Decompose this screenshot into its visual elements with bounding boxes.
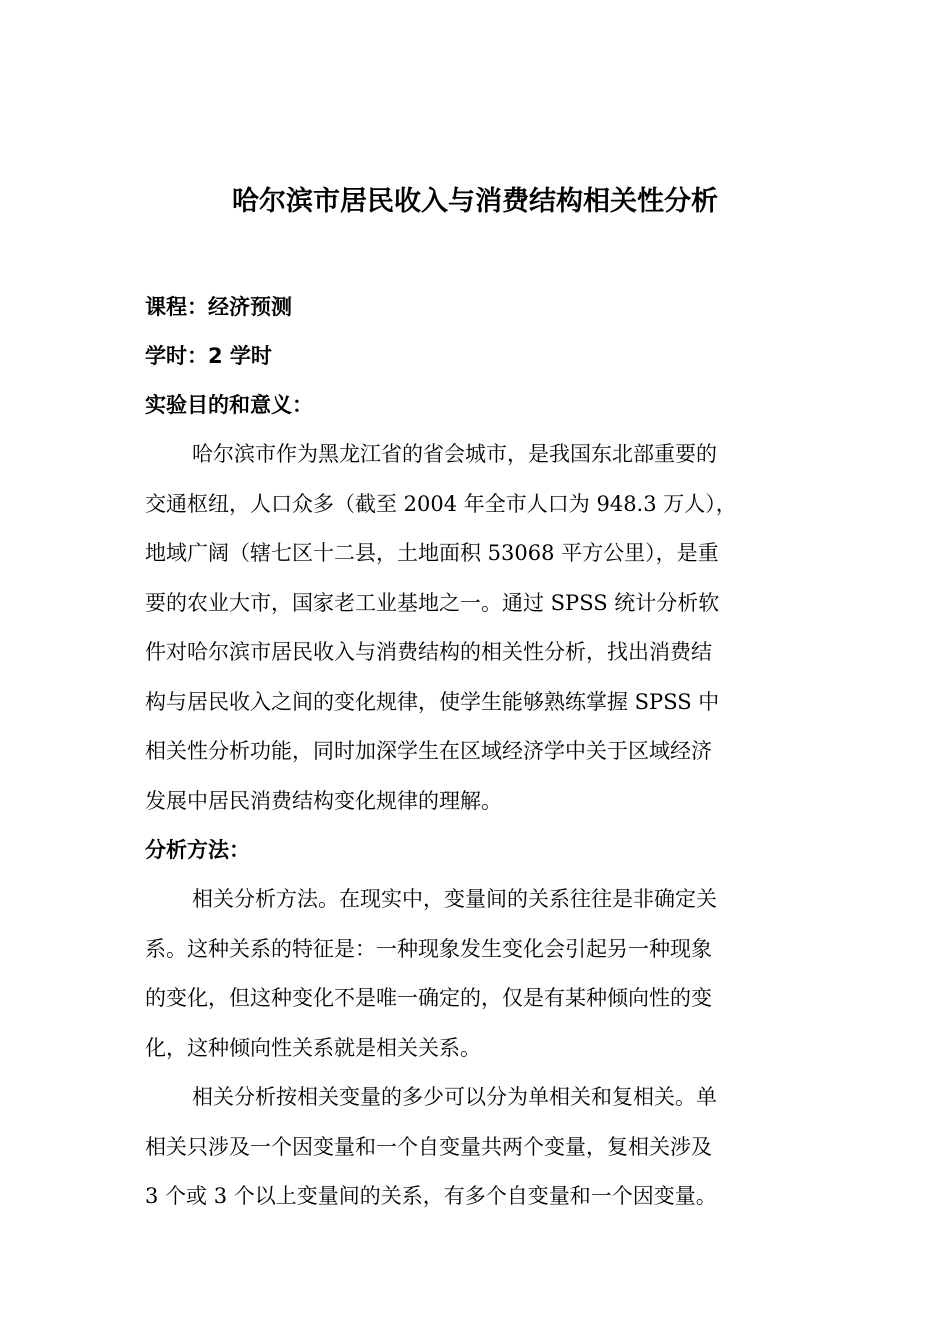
paragraph-line: 要的农业大市，国家老工业基地之一。通过 SPSS 统计分析软 [145,590,720,615]
paragraph-line: 哈尔滨市作为黑龙江省的省会城市，是我国东北部重要的 [192,442,717,466]
paragraph-line: 相关性分析功能，同时加深学生在区域经济学中关于区域经济 [145,739,712,763]
method-paragraph-2 [145,1073,805,1222]
method-heading: 分析方法： [145,838,250,862]
paragraph-line: 3 个或 3 个以上变量间的关系，有多个自变量和一个因变量。 [145,1184,717,1208]
paragraph-line: 地域广阔（辖七区十二县，土地面积 53068 平方公里），是重 [145,541,719,565]
paragraph-line: 发展中居民消费结构变化规律的理解。 [145,788,502,813]
paragraph-line: 的变化，但这种变化不是唯一确定的，仅是有某种倾向性的变 [145,986,712,1010]
paragraph-line: 件对哈尔滨市居民收入与消费结构的相关性分析，找出消费结 [145,640,712,664]
paragraph-line: 系。这种关系的特征是：一种现象发生变化会引起另一种现象 [145,936,712,961]
document-title: 哈尔滨市居民收入与消费结构相关性分析 [232,186,718,217]
paragraph-line: 构与居民收入之间的变化规律，使学生能够熟练掌握 SPSS 中 [145,689,720,714]
paragraph-line: 交通枢纽，人口众多（截至 2004 年全市人口为 948.3 万人）， [145,491,737,516]
purpose-paragraph [145,430,805,826]
purpose-heading: 实验目的和意义： [145,393,313,417]
course-line: 课程：经济预测 [145,295,292,319]
paragraph-line: 相关分析方法。在现实中，变量间的关系往往是非确定关 [192,887,717,911]
method-paragraph-1 [145,875,805,1073]
paragraph-line: 相关分析按相关变量的多少可以分为单相关和复相关。单 [192,1085,717,1109]
paragraph-line: 相关只涉及一个因变量和一个自变量共两个变量，复相关涉及 [145,1134,712,1159]
document-body [145,283,805,1222]
paragraph-line: 化，这种倾向性关系就是相关关系。 [145,1035,481,1060]
hours-line: 学时：2 学时 [145,344,272,368]
